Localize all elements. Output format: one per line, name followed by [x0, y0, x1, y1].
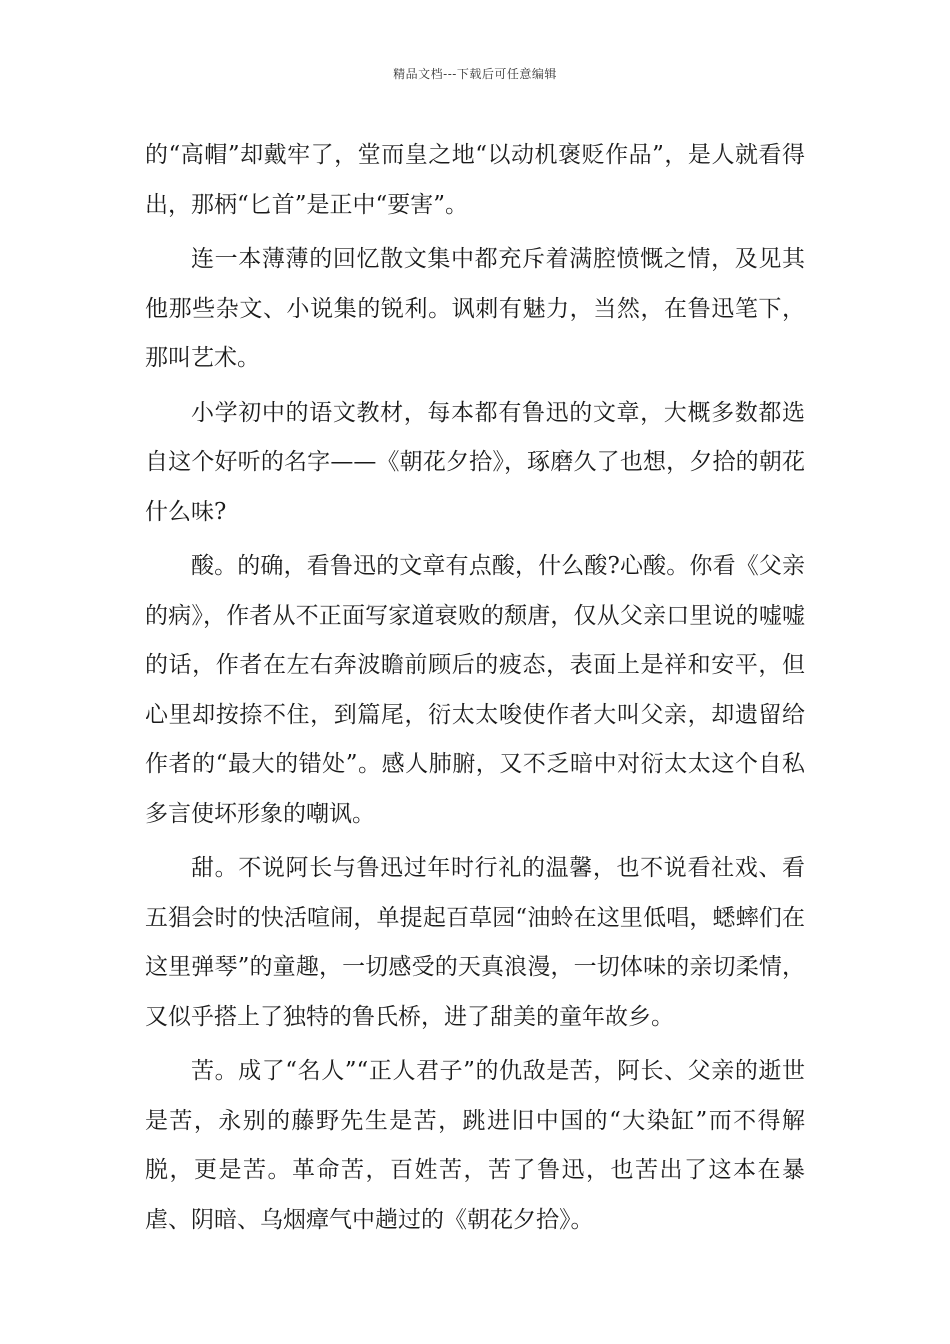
paragraph-sweet: 甜。不说阿长与鲁迅过年时行礼的温馨，也不说看社戏、看五猖会时的快活喧闹，单提起百草园“油蛉在这里低唱，蟋蟀们在这里弹琴”的童趣，一切感受的天真浪漫，一切体味的亲切柔情，又似乎搭上了独特的鲁氏桥，进了甜美的童年故乡。	[145, 855, 805, 1030]
paragraph-essay-collection: 连一本薄薄的回忆散文集中都充斥着满腔愤慨之情，及见其他那些杂文、小说集的锐利。讽刺有魅力，当然，在鲁迅笔下，那叫艺术。	[145, 246, 805, 371]
document-body	[145, 131, 805, 1250]
paragraph-sour: 酸。的确，看鲁迅的文章有点酸，什么酸?心酸。你看《父亲的病》，作者从不正面写家道衰败的颓唐，仅从父亲口里说的嘘嘘的话，作者在左右奔波瞻前顾后的疲态，表面上是祥和安平，但心里却按捺不住，到篇尾，衍太太唆使作者大叫父亲，却遗留给作者的“最大的错处”。感人肺腑，又不乏暗中对衍太太这个自私多言使坏形象的嘲讽。	[145, 553, 805, 827]
paragraph-textbooks: 小学初中的语文教材，每本都有鲁迅的文章，大概多数都选自这个好听的名字——《朝花夕拾》，琢磨久了也想，夕拾的朝花什么味?	[145, 399, 805, 525]
paragraph-continuation: 的“高帽”却戴牢了，堂而皇之地“以动机褒贬作品”，是人就看得出，那柄“匕首”是正中“要害”。	[145, 142, 805, 218]
paragraph-bitter: 苦。成了“名人”“正人君子”的仇敌是苦，阿长、父亲的逝世是苦，永别的藤野先生是苦，跳进旧中国的“大染缸”而不得解脱，更是苦。革命苦，百姓苦，苦了鲁迅，也苦出了这本在暴虐、阴暗、乌烟瘴气中趟过的《朝花夕拾》。	[145, 1058, 805, 1233]
page-header: 精品文档---下载后可任意编辑	[393, 67, 557, 81]
